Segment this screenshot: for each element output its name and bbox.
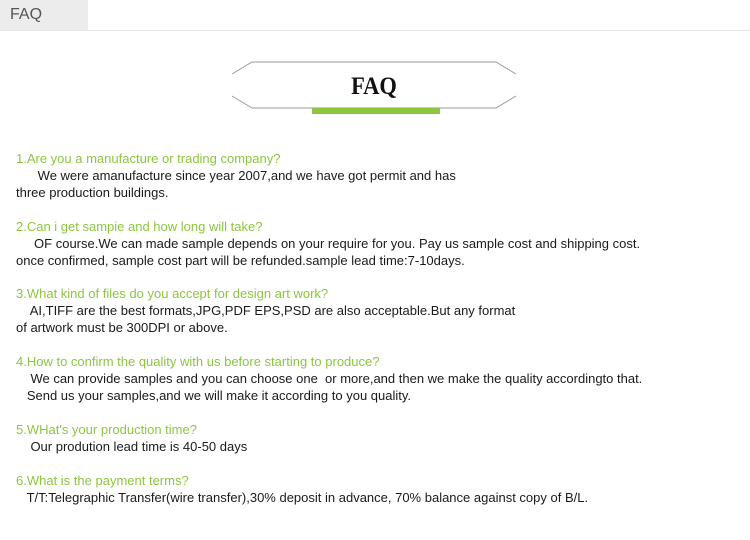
faq-item: [16, 353, 736, 404]
tab-divider: [0, 30, 750, 31]
tab-faq-label: FAQ: [10, 6, 43, 23]
faq-answer-line: once confirmed, sample cost part will be refunded.sample lead time:7-10days.: [16, 253, 465, 268]
faq-item: [16, 150, 736, 201]
faq-answer-line: Send us your samples,and we will make it according to you quality.: [16, 388, 412, 403]
faq-question: 3.What kind of files do you accept for design art work?: [16, 286, 329, 301]
faq-item: [16, 218, 736, 269]
faq-answer-line: AI,TIFF are the best formats,JPG,PDF EPS,PSD are also acceptable.But any format: [16, 303, 516, 318]
page-title: FAQ: [351, 73, 397, 100]
faq-answer-line: We can provide samples and you can choose one or more,and then we make the quality accordingto that.: [16, 371, 643, 386]
faq-question: 2.Can i get sampie and how long will take?: [16, 219, 263, 234]
heading-accent-bar: [312, 108, 440, 114]
faq-answer-line: We were amanufacture since year 2007,and we have got permit and has: [16, 168, 456, 183]
faq-item: [16, 472, 736, 506]
faq-list: [16, 150, 736, 523]
faq-item: [16, 285, 736, 336]
faq-question: 4.How to confirm the quality with us before starting to produce?: [16, 354, 380, 369]
tab-faq[interactable]: [0, 0, 88, 30]
faq-answer-line: three production buildings.: [16, 185, 169, 200]
faq-answer-line: OF course.We can made sample depends on your require for you. Pay us sample cost and shipping cost.: [16, 236, 641, 251]
faq-question: 5.WHat's your production time?: [16, 422, 197, 437]
faq-answer-line: of artwork must be 300DPI or above.: [16, 320, 228, 335]
faq-item: [16, 421, 736, 455]
faq-question: 6.What is the payment terms?: [16, 473, 189, 488]
faq-answer-line: T/T:Telegraphic Transfer(wire transfer),30% deposit in advance, 70% balance against copy of B/L.: [16, 490, 589, 505]
faq-answer-line: Our prodution lead time is 40-50 days: [16, 439, 248, 454]
faq-question: 1.Are you a manufacture or trading company?: [16, 151, 281, 166]
